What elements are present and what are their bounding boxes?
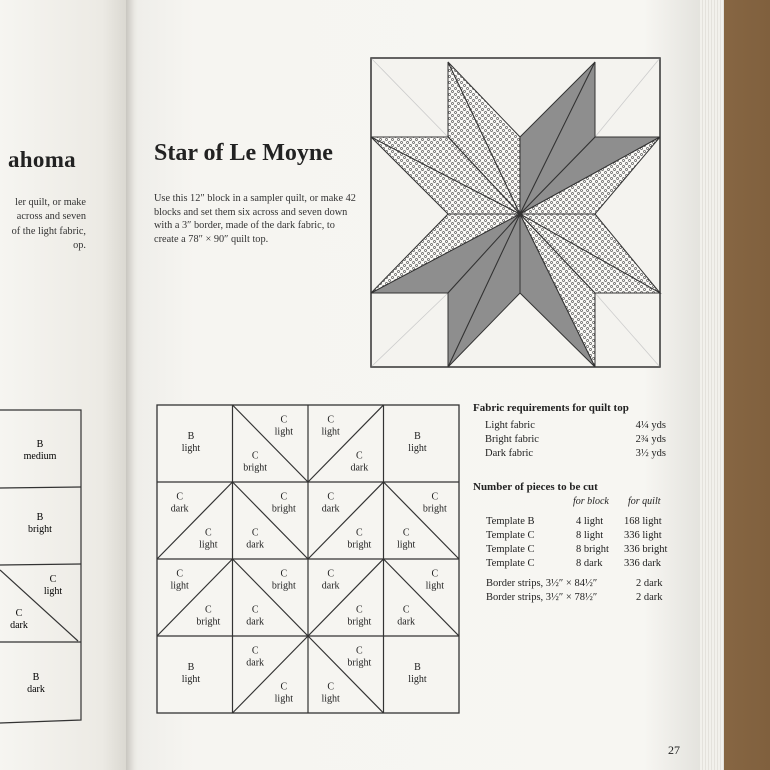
cell-template-letter: C: [251, 527, 259, 539]
piece-quilt: 2 dark: [636, 578, 663, 589]
piece-block: 4 light: [576, 516, 604, 527]
cell-fabric-label: bright: [347, 616, 372, 628]
cell-template-letter: C: [356, 645, 363, 657]
piece-quilt: 2 dark: [636, 592, 663, 603]
fabric-label: Light fabric: [485, 420, 535, 431]
piece-block: 8 light: [576, 530, 604, 541]
col-for-quilt: for quilt: [628, 496, 661, 507]
cell-fabric-label: light: [408, 443, 427, 455]
left-desc-line: ler quilt, or make: [15, 197, 86, 208]
left-cell-fabric: bright: [28, 524, 52, 535]
piece-quilt: 336 dark: [624, 558, 662, 569]
cell-template-letter: C: [327, 414, 334, 426]
cell-template-letter: C: [431, 491, 439, 503]
cell-template-letter: B: [414, 662, 421, 674]
piece-label: Border strips, 3½″ × 78½″: [486, 592, 598, 603]
fabric-requirements-heading: Fabric requirements for quilt top: [473, 402, 629, 414]
left-desc-line: across and seven: [16, 211, 86, 223]
star-block-illustration: [370, 57, 662, 369]
cell-fabric-label: light: [199, 539, 218, 551]
cell-template-letter: C: [251, 450, 259, 462]
cell-fabric-label: bright: [347, 539, 372, 551]
piece-label: Template C: [486, 544, 535, 555]
cell-fabric-label: dark: [246, 657, 265, 669]
left-cell-letter: B: [36, 439, 44, 450]
cell-fabric-label: light: [274, 426, 294, 438]
cell-template-letter: B: [187, 431, 195, 443]
cell-template-letter: C: [327, 681, 334, 693]
pattern-title: Star of Le Moyne: [154, 140, 333, 166]
left-cell-letter: B: [36, 512, 44, 523]
fabric-label: Bright fabric: [485, 434, 539, 445]
cell-fabric-label: dark: [246, 539, 265, 551]
cell-fabric-label: dark: [321, 580, 340, 592]
left-cell-fabric: medium: [23, 451, 57, 462]
cell-template-letter: C: [327, 491, 334, 503]
cell-fabric-label: dark: [321, 503, 340, 515]
cell-template-letter: C: [280, 568, 288, 580]
cell-fabric-label: dark: [397, 616, 416, 628]
cell-template-letter: C: [356, 527, 363, 539]
col-for-block: for block: [573, 496, 609, 507]
piece-block: 8 dark: [576, 558, 603, 569]
cell-fabric-label: light: [274, 693, 294, 705]
left-page-description: [0, 196, 86, 253]
fabric-value: 3½ yds: [635, 448, 666, 459]
piece-label: Template C: [486, 558, 535, 569]
piece-label: Border strips, 3½″ × 84½″: [486, 578, 598, 589]
cell-fabric-label: dark: [350, 462, 369, 474]
cell-fabric-label: light: [170, 580, 189, 592]
left-piece-grid: [0, 405, 82, 725]
cell-template-letter: B: [187, 662, 195, 674]
piece-layout-grid: [155, 403, 460, 723]
cell-fabric-label: light: [425, 580, 445, 592]
cell-template-letter: C: [176, 568, 183, 580]
cell-fabric-label: light: [321, 426, 340, 438]
left-desc-line: of the light fabric,: [11, 225, 86, 237]
left-cell-fabric: light: [43, 586, 63, 597]
cell-fabric-label: bright: [196, 616, 221, 628]
left-cell-fabric: dark: [27, 684, 45, 695]
pieces-heading: Number of pieces to be cut: [473, 481, 598, 493]
cell-template-letter: C: [402, 604, 410, 616]
cell-fabric-label: dark: [246, 616, 265, 628]
piece-quilt: 336 bright: [624, 544, 668, 555]
cell-template-letter: C: [327, 568, 334, 580]
page-number: 27: [668, 743, 680, 757]
cell-template-letter: C: [176, 491, 183, 503]
piece-label: Template B: [486, 516, 535, 527]
cell-fabric-label: light: [408, 674, 427, 686]
cell-template-letter: C: [402, 527, 410, 539]
fabric-value: 2¾ yds: [635, 434, 666, 445]
cell-template-letter: C: [280, 681, 288, 693]
cell-template-letter: B: [414, 431, 421, 443]
cell-fabric-label: dark: [170, 503, 189, 515]
cell-fabric-label: light: [181, 443, 201, 455]
cell-fabric-label: bright: [243, 462, 268, 474]
cell-template-letter: C: [205, 527, 212, 539]
cell-fabric-label: bright: [347, 657, 372, 669]
cell-fabric-label: light: [181, 674, 201, 686]
cell-fabric-label: bright: [422, 503, 447, 515]
cell-template-letter: C: [356, 450, 363, 462]
left-page-title: ahoma: [8, 147, 76, 172]
piece-quilt: 336 light: [624, 530, 662, 541]
cell-template-letter: C: [251, 604, 259, 616]
left-cell-letter: C: [49, 574, 57, 585]
piece-block: 8 bright: [576, 544, 609, 555]
piece-quilt: 168 light: [624, 516, 662, 527]
cell-fabric-label: light: [321, 693, 340, 705]
cell-template-letter: C: [280, 414, 288, 426]
cell-template-letter: C: [431, 568, 439, 580]
cell-template-letter: C: [356, 604, 363, 616]
left-desc-line: op.: [73, 239, 86, 251]
left-cell-letter: B: [32, 672, 40, 683]
piece-label: Template C: [486, 530, 535, 541]
pattern-description: Use this 12″ block in a sampler quilt, or make 42 blocks and set them six across and seven down with a 3″ border, made of the dark fabric, to create a 78″ × 90″ quilt top.: [154, 193, 356, 245]
cell-template-letter: C: [251, 645, 259, 657]
cell-fabric-label: bright: [271, 580, 296, 592]
left-cell-fabric: dark: [10, 620, 28, 631]
left-cell-letter: C: [15, 608, 23, 619]
page-edges: [700, 0, 724, 770]
fabric-value: 4¼ yds: [635, 420, 666, 431]
fabric-label: Dark fabric: [485, 448, 534, 459]
cell-template-letter: C: [205, 604, 212, 616]
cell-template-letter: C: [280, 491, 288, 503]
cell-fabric-label: bright: [271, 503, 296, 515]
cell-fabric-label: light: [396, 539, 416, 551]
